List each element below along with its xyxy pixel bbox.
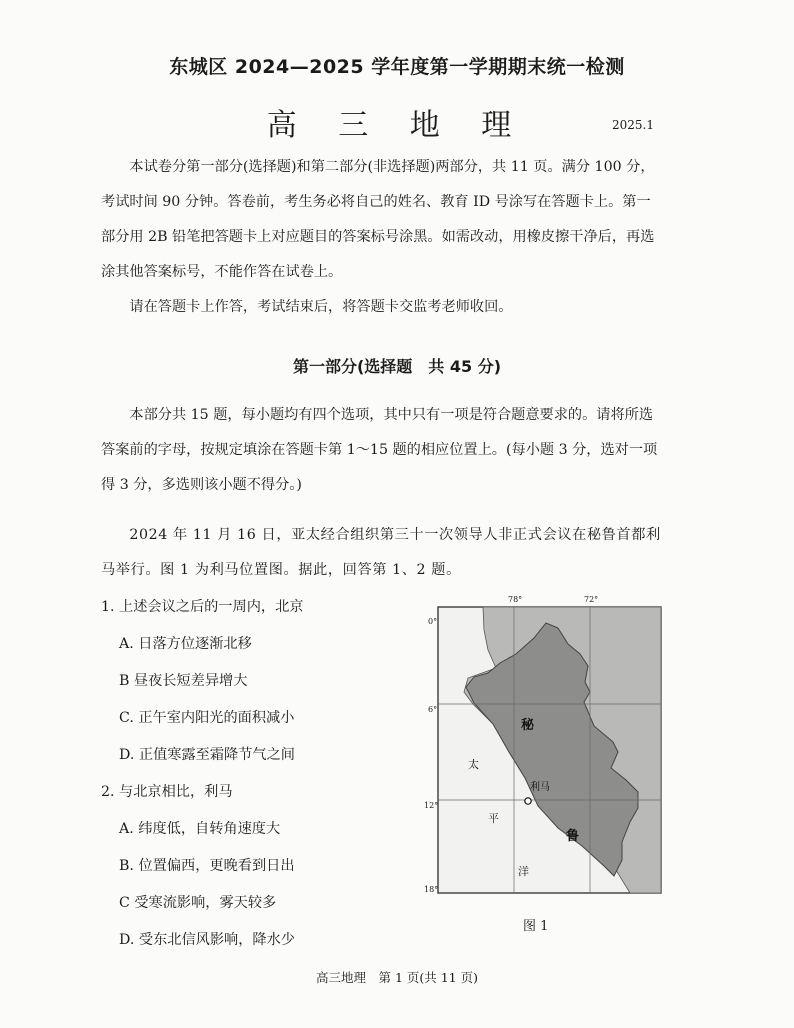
ocean-label-char-2: 平 — [488, 812, 499, 825]
lima-location-map — [408, 590, 668, 905]
exam-date: 2025.1 — [612, 118, 654, 132]
ocean-label-char-3: 洋 — [518, 865, 529, 878]
question-2-stem: 2. 与北京相比，利马 — [101, 784, 233, 800]
page-footer: 高三地理 第 1 页(共 11 页) — [315, 970, 478, 985]
lon-label-72: 72° — [584, 595, 599, 604]
exam-title: 东城区 2024—2025 学年度第一学期期末统一检测 — [169, 56, 625, 78]
question-2-option-b: B. 位置偏西，更晚看到日出 — [119, 858, 295, 874]
figure-caption: 图 1 — [523, 919, 549, 934]
question-1-option-c: C. 正午室内阳光的面积减小 — [119, 710, 295, 726]
question-2-option-a: A. 纬度低，自转角速度大 — [119, 821, 281, 837]
instructions-paragraph-1: 本试卷分第一部分(选择题)和第二部分(非选择题)两部分，共 11 页。满分 100 分，考试时间 90 分钟。答卷前，考生务必将自己的姓名、教育 ID 号涂写在答题卡上。第一部分用 2B 铅笔把答题卡上对应题目的答案标号涂黑。如需改动，用橡皮擦干净后，再选涂其他答案标号，不能作答在试卷上。 — [101, 159, 655, 280]
question-2-option-c: C 受寒流影响，雾天较多 — [119, 895, 277, 911]
subject-title: 高 三 地 理 — [266, 108, 528, 143]
city-label-lima: 利马 — [530, 782, 550, 793]
question-context-text: 2024 年 11 月 16 日，亚太经合组织第三十一次领导人非正式会议在秘鲁首都利马举行。图 1 为利马位置图。据此，回答第 1、2 题。 — [101, 527, 661, 578]
lon-label-78: 78° — [508, 595, 523, 604]
question-1-option-a: A. 日落方位逐渐北移 — [119, 636, 252, 652]
lat-label-12: 12° — [424, 801, 439, 810]
lat-label-0: 0° — [428, 617, 438, 626]
question-1-option-b: B 昼夜长短差异增大 — [119, 673, 248, 689]
question-context — [101, 518, 661, 588]
lat-label-6: 6° — [428, 705, 438, 714]
question-1-option-d: D. 正值寒露至霜降节气之间 — [119, 747, 295, 763]
country-label-char-1: 秘 — [521, 718, 535, 733]
country-label-char-2: 鲁 — [566, 829, 580, 844]
lima-city-marker — [525, 798, 531, 804]
section-title: 第一部分(选择题 共 45 分) — [292, 357, 502, 376]
ocean-label-char-1: 太 — [468, 758, 479, 771]
instructions-paragraph-2: 请在答题卡上作答，考试结束后，将答题卡交监考老师收回。 — [129, 299, 513, 315]
section-intro — [101, 398, 661, 503]
question-2-option-d: D. 受东北信风影响，降水少 — [119, 932, 295, 948]
lat-label-18: 18° — [424, 885, 439, 894]
section-intro-text: 本部分共 15 题，每小题均有四个选项，其中只有一项是符合题意要求的。请将所选答案前的字母，按规定填涂在答题卡第 1～15 题的相应位置上。(每小题 3 分，选对一项得 3 分，多选则该小题不得分。) — [101, 407, 658, 493]
question-1-stem: 1. 上述会议之后的一周内，北京 — [101, 599, 304, 615]
instructions — [101, 150, 661, 325]
